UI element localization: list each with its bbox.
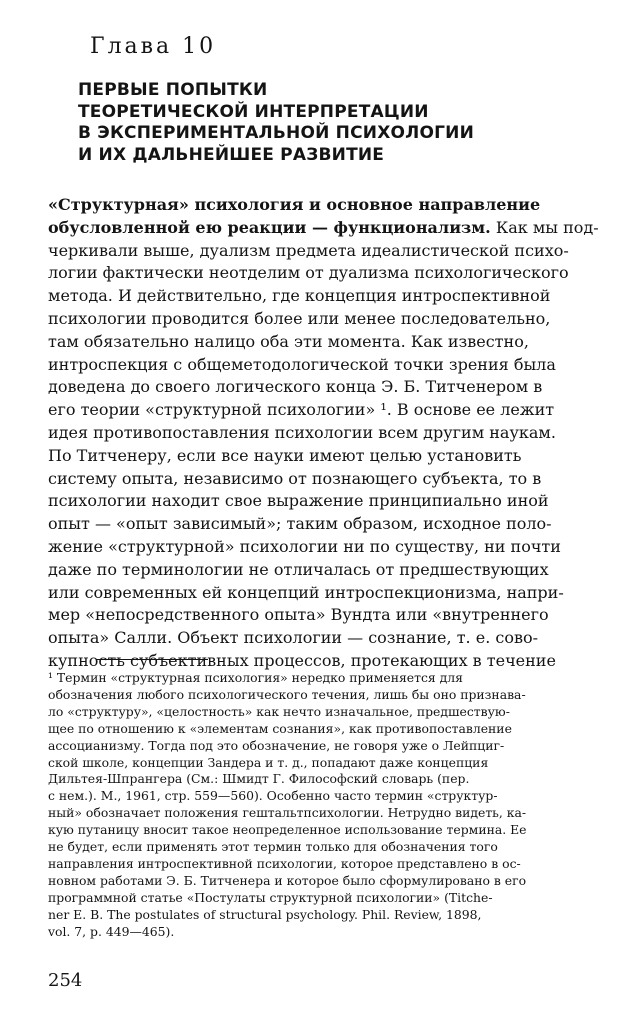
- body-line: жение «структурной» психологии ни по существу, ни почти: [48, 536, 561, 556]
- chapter-title-line: ПЕРВЫЕ ПОПЫТКИ: [78, 80, 268, 100]
- footnote-line: щее по отношению к «элементам сознания», как противопоставление: [48, 720, 512, 736]
- footnote-line: Дильтея-Шпрангера (См.: Шмидт Г. Философский словарь (пер.: [48, 771, 470, 787]
- chapter-title: [78, 80, 578, 166]
- footnote-line: с нем.). М., 1961, стр. 559—560). Особенно часто термин «структур-: [48, 788, 498, 804]
- body-line: идея противопоставления психологии всем другим наукам.: [48, 422, 556, 442]
- body-line: доведена до своего логического конца Э. Б. Титченером в: [48, 377, 543, 397]
- footnote-line: программной статье «Постулаты структурной психологии» (Titche-: [48, 889, 493, 905]
- footnote-line: ской школе, концепции Зандера и т. д., попадают даже концепция: [48, 754, 489, 770]
- body-line: логии фактически неотделим от дуализма психологического: [48, 263, 569, 283]
- body-line: интроспекция с общеметодологической точки зрения была: [48, 354, 556, 374]
- body-line: купность субъективных процессов, протекающих в течение: [48, 650, 556, 670]
- footnote-line: vol. 7, p. 449—465).: [48, 923, 175, 939]
- body-line: психологии проводится более или менее последовательно,: [48, 308, 551, 328]
- body-line: или современных ей концепций интроспекционизма, напри-: [48, 582, 564, 602]
- chapter-title-line: В ЭКСПЕРИМЕНТАЛЬНОЙ ПСИХОЛОГИИ: [78, 123, 475, 143]
- footnote-line: ner E. B. The postulates of structural psychology. Phil. Review, 1898,: [48, 906, 482, 922]
- chapter-title-line: ТЕОРЕТИЧЕСКОЙ ИНТЕРПРЕТАЦИИ: [78, 101, 429, 122]
- body-text: [48, 194, 600, 673]
- body-line: черкивали выше, дуализм предмета идеалистической психо-: [48, 240, 569, 260]
- footnote-divider: [96, 659, 208, 660]
- footnote-line: ассоцианизму. Тогда под это обозначение, не говоря уже о Лейпциг-: [48, 737, 505, 753]
- footnote-line: кую путаницу вносит такое неопределенное использование термина. Ее: [48, 822, 527, 838]
- page-number: 254: [48, 970, 83, 991]
- chapter-label: Глава 10: [90, 34, 217, 59]
- body-line: опыта» Салли. Объект психологии — сознание, т. е. сово-: [48, 628, 538, 648]
- footnote-line: ный» обозначает положения гештальтпсихологии. Нетрудно видеть, ка-: [48, 805, 527, 821]
- body-line: его теории «структурной психологии» ¹. В основе ее лежит: [48, 400, 555, 420]
- section-heading: [48, 194, 600, 217]
- chapter-title-line: И ИХ ДАЛЬНЕЙШЕЕ РАЗВИТИЕ: [78, 144, 385, 165]
- section-heading-text: «Структурная» психология и основное направление: [48, 195, 541, 214]
- footnote-line: ¹ Термин «структурная психология» нередко применяется для: [48, 670, 463, 685]
- body-line: мер «непосредственного опыта» Вундта или «внутреннего: [48, 605, 549, 625]
- body-line: там обязательно налицо оба эти момента. Как известно,: [48, 331, 529, 351]
- body-line: По Титченеру, если все науки имеют целью установить: [48, 445, 522, 465]
- footnote-line: ло «структуру», «целостность» как нечто изначальное, предшествую-: [48, 703, 510, 719]
- body-line: психологии находит свое выражение принципиально иной: [48, 491, 549, 511]
- body-line: [48, 217, 600, 240]
- body-line: опыт — «опыт зависимый»; таким образом, исходное поло-: [48, 514, 552, 534]
- body-line: метода. И действительно, где концепция интроспективной: [48, 286, 551, 306]
- footnote-line: новном работами Э. Б. Титченера и которое было сформулировано в его: [48, 872, 527, 888]
- footnote: [48, 670, 600, 941]
- body-line-text: Как мы под-: [490, 217, 599, 237]
- section-heading-text: обусловленной ею реакции — функционализм.: [48, 217, 491, 237]
- body-line: даже по терминологии не отличалась от предшествующих: [48, 559, 549, 579]
- body-line: систему опыта, независимо от познающего субъекта, то в: [48, 468, 542, 488]
- footnote-line: не будет, если применять этот термин только для обозначения того: [48, 839, 498, 855]
- footnote-line: обозначения любого психологического течения, лишь бы оно признава-: [48, 686, 526, 702]
- footnote-line: направления интроспективной психологии, которое представлено в ос-: [48, 855, 521, 871]
